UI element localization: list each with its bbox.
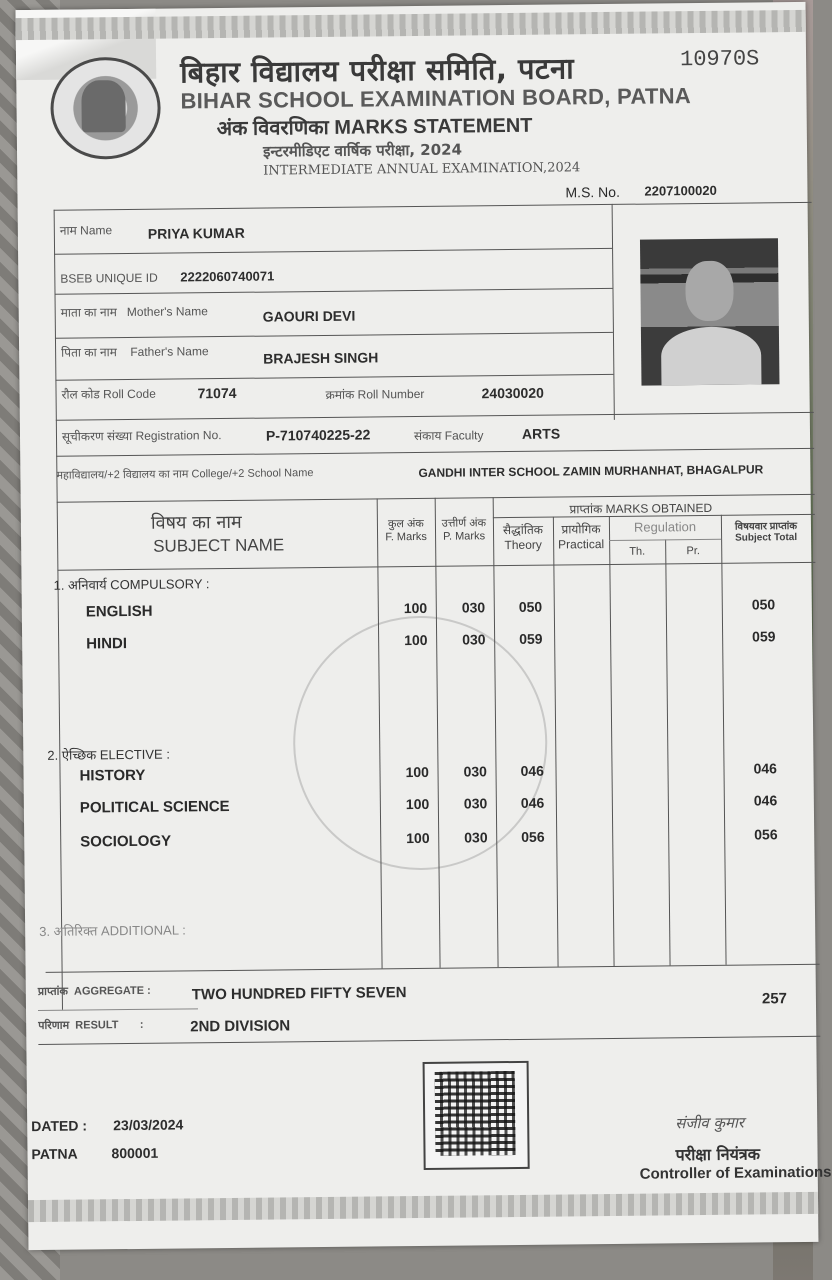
ms-no: 2207100020 xyxy=(644,182,717,199)
aggregate-total: 257 xyxy=(761,990,788,1008)
marks-statement-document xyxy=(16,2,832,1250)
faculty-label: संकाय Faculty xyxy=(413,428,484,444)
qr-code-icon xyxy=(423,1061,530,1170)
aggregate-label: प्राप्तांक AGGREGATE : xyxy=(37,984,151,998)
mother-name: GAOURI DEVI xyxy=(262,307,356,325)
pin-code: 800001 xyxy=(111,1144,159,1162)
pass-marks-header: उत्तीर्ण अंक P. Marks xyxy=(441,517,487,543)
date: 23/03/2024 xyxy=(113,1116,184,1134)
roll-code: 71074 xyxy=(197,384,237,402)
place: PATNA xyxy=(31,1145,78,1163)
pass-marks: 030 xyxy=(463,763,487,780)
subject-header-english: SUBJECT NAME xyxy=(153,535,285,556)
exam-english: INTERMEDIATE ANNUAL EXAMINATION,2024 xyxy=(263,160,581,179)
subject-name: HINDI xyxy=(86,635,128,653)
statement-hindi: अंक विवरणिका xyxy=(216,116,329,141)
elective-section-label: 2. ऐच्छिक ELECTIVE : xyxy=(47,746,171,763)
theory-marks: 059 xyxy=(519,630,543,647)
subject-total: 056 xyxy=(754,826,778,843)
exam-hindi: इन्टरमीडिएट वार्षिक परीक्षा, 2024 xyxy=(262,140,463,161)
additional-section-label: 3. अतिरिक्त ADDITIONAL : xyxy=(39,922,186,939)
controller-signature: संजीव कुमार xyxy=(675,1113,745,1133)
pass-marks: 030 xyxy=(464,829,488,846)
full-marks: 100 xyxy=(406,829,430,847)
title-hindi: बिहार विद्यालय परीक्षा समिति, पटना xyxy=(180,51,575,90)
result-value: 2ND DIVISION xyxy=(190,1017,291,1036)
full-marks: 100 xyxy=(403,599,428,617)
subject-total: 046 xyxy=(753,792,778,809)
board-seal-icon xyxy=(50,57,161,160)
result-label: परिणाम RESULT : xyxy=(38,1018,144,1032)
subject-name: ENGLISH xyxy=(85,602,153,621)
subject-total: 059 xyxy=(752,628,776,645)
pass-marks: 030 xyxy=(463,795,488,812)
theory-marks: 050 xyxy=(518,598,543,615)
registration-number: P-710740225-22 xyxy=(265,426,371,444)
ms-no-label: M.S. No. xyxy=(565,183,621,201)
theory-marks: 056 xyxy=(521,828,545,845)
regulation-header: Regulation xyxy=(633,519,697,535)
college-label: महाविद्यालय/+2 विद्यालय का नाम College/+2 School Name xyxy=(56,467,314,482)
father-name: BRAJESH SINGH xyxy=(263,349,379,367)
pass-marks: 030 xyxy=(462,631,486,648)
college-name: GANDHI INTER SCHOOL ZAMIN MURHANHAT, BHAGALPUR xyxy=(418,462,764,480)
roll-number-label: क्रमांक Roll Number xyxy=(325,386,425,402)
subject-name: POLITICAL SCIENCE xyxy=(79,797,230,817)
subject-total: 050 xyxy=(751,596,776,613)
title-english: BIHAR SCHOOL EXAMINATION BOARD, PATNA xyxy=(180,83,692,114)
serial-number: 10970S xyxy=(679,46,760,73)
full-marks: 100 xyxy=(405,795,430,813)
pass-marks: 030 xyxy=(461,599,486,616)
faculty: ARTS xyxy=(521,425,561,442)
dated-label: DATED : xyxy=(31,1117,88,1135)
subject-total-header: विषयवार प्राप्तांक Subject Total xyxy=(734,521,798,544)
full-marks-header: कुल अंक F. Marks xyxy=(385,517,427,544)
full-marks: 100 xyxy=(405,763,429,781)
student-name: PRIYA KUMAR xyxy=(147,224,245,242)
roll-number: 24030020 xyxy=(481,384,544,402)
regulation-theory-header: Th. xyxy=(629,545,646,558)
marks-obtained-header: प्राप्तांक MARKS OBTAINED xyxy=(569,500,713,517)
statement-title xyxy=(217,111,533,141)
name-label: नाम Name xyxy=(59,223,113,238)
mother-label: माता का नाम Mother's Name xyxy=(60,304,208,320)
aggregate-in-words: TWO HUNDRED FIFTY SEVEN xyxy=(191,984,407,1004)
statement-english: MARKS STATEMENT xyxy=(334,114,533,139)
registration-label: सूचीकरण संख्या Registration No. xyxy=(61,428,222,444)
roll-code-label: रौल कोड Roll Code xyxy=(61,386,156,402)
subject-header-hindi: विषय का नाम xyxy=(150,511,242,534)
father-label: पिता का नाम Father's Name xyxy=(61,344,209,360)
subject-name: HISTORY xyxy=(79,766,146,785)
controller-title-hindi: परीक्षा नियंत्रक xyxy=(675,1144,761,1165)
theory-marks: 046 xyxy=(520,762,544,779)
practical-header: प्रायोगिक Practical xyxy=(558,522,605,552)
bottom-border xyxy=(28,1192,818,1222)
controller-title-english: Controller of Examinations xyxy=(639,1163,832,1183)
theory-header: सैद्धांतिक Theory xyxy=(502,522,544,553)
unique-id: 2222060740071 xyxy=(180,268,275,285)
compulsory-section-label: 1. अनिवार्य COMPULSORY : xyxy=(53,576,210,593)
subject-total: 046 xyxy=(753,760,777,777)
uid-label: BSEB UNIQUE ID xyxy=(60,270,158,286)
student-photo xyxy=(640,238,780,385)
subject-name: SOCIOLOGY xyxy=(80,832,172,851)
theory-marks: 046 xyxy=(520,794,545,811)
regulation-practical-header: Pr. xyxy=(686,545,701,558)
full-marks: 100 xyxy=(404,631,428,649)
